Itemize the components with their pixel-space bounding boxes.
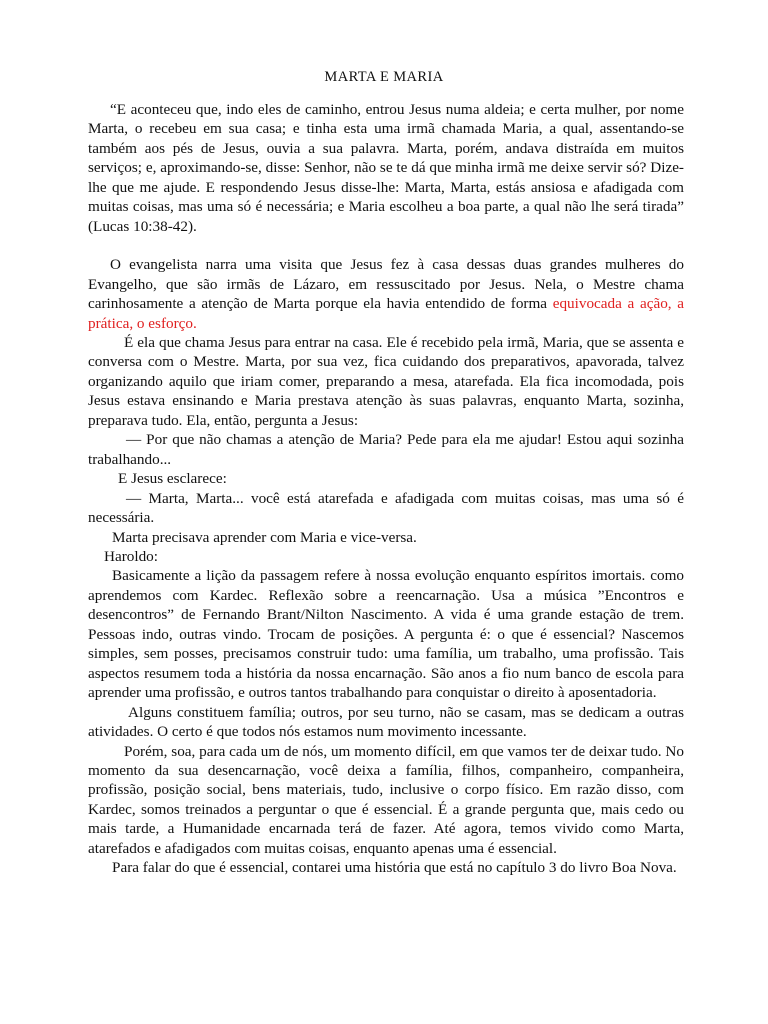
closing-paragraph: Para falar do que é essencial, contarei uma história que está no capítulo 3 do livro Boa Nova.: [112, 859, 677, 877]
evangelist-text: O evangelista narra uma visita que Jesus fez à casa dessas duas grandes mulheres do Evangelho, que são irmãs de Lázaro, em ressuscitado por Jesus. Nela, o Mestre chama carinhosamente a atenção de Marta porque ela havia entendido de forma: [88, 256, 684, 313]
evangelist-paragraph: [88, 255, 684, 333]
dialogue-jesus: — Marta, Marta... você está atarefada e afadigada com muitas coisas, mas uma só é necessária.: [88, 489, 684, 527]
lesson-paragraph: Basicamente a lição da passagem refere à nossa evolução enquanto espíritos imortais. como aprendemos com Kardec. Reflexão sobre a reencarnação. Usa a música ”Encontros e desencontros” de Fernando Brant/Nilton Nascimento. A vida é uma grande estação de trem. Pessoas indo, outras vindo. Trocam de posições. A pergunta é: o que é essencial? Nascemos simples, sem posses, precisamos construir tudo: uma família, um trabalho, uma profissão. Tais aspectos resumem toda a história da nossa encarnação. São anos a fio num banco de escola para aprender uma profissão, e outros tantos trabalhando para conquistar o direito à aposentadoria.: [88, 567, 684, 702]
document-body: [88, 100, 684, 878]
jesus-clarifies-line: E Jesus esclarece:: [118, 470, 227, 488]
page-title: MARTA E MARIA: [324, 69, 444, 85]
learning-line: Marta precisava aprender com Maria e vice-versa.: [112, 528, 417, 546]
bible-quote-paragraph: “E aconteceu que, indo eles de caminho, entrou Jesus numa aldeia; e certa mulher, por nome Marta, o recebeu em sua casa; e tinha esta uma irmã chamada Maria, a qual, assentando-se também aos pés de Jesus, ouvia a sua palavra. Marta, porém, andava distraída em muitos serviços; e, aproximando-se, disse: Senhor, não se te dá que minha irmã me deixe servir só? Dize-lhe que me ajude. E respondendo Jesus disse-lhe: Marta, Marta, estás ansiosa e afadigada com muitas coisas, mas uma só é necessária; e Maria escolheu a boa parte, a qual não lhe será tirada” (Lucas 10:38-42).: [88, 101, 684, 235]
dialogue-marta: — Por que não chamas a atenção de Maria? Pede para ela me ajudar! Estou aqui sozinha trabalhando...: [88, 431, 684, 468]
highlighted-text: equivocada a ação, a prática, o esforço.: [88, 295, 684, 332]
departure-paragraph: Porém, soa, para cada um de nós, um momento difícil, em que vamos ter de deixar tudo. No momento da sua desencarnação, você deixa a família, filhos, companheiro, companheira, profissão, posição social, bens materiais, tudo, inclusive o corpo físico. Em razão disso, com Kardec, somos treinados a perguntar o que é essencial. É a grande pergunta que, mais cedo ou mais tarde, a Humanidade encarnada terá de fazer. Até agora, temos vivido como Marta, atarefados e afadigados com muitas coisas, enquanto apenas uma é essencial.: [88, 742, 684, 857]
speaker-label: Haroldo:: [104, 547, 158, 565]
family-paragraph: Alguns constituem família; outros, por seu turno, não se casam, mas se dedicam a outras atividades. O certo é que todos nós estamos num movimento incessante.: [88, 703, 684, 741]
narrative-paragraph: É ela que chama Jesus para entrar na casa. Ele é recebido pela irmã, Maria, que se assenta e conversa com o Mestre. Marta, por sua vez, fica cuidando dos preparativos, apavorada, talvez organizando aquilo que iriam comer, preparando a mesa, atarefada. Ela fica incomodada, pois Jesus estava ensinando e Maria prestava atenção às suas palavras, enquanto Marta, sozinha, preparava tudo. Ela, então, pergunta a Jesus:: [88, 333, 684, 429]
paragraph-gap: [88, 236, 684, 255]
